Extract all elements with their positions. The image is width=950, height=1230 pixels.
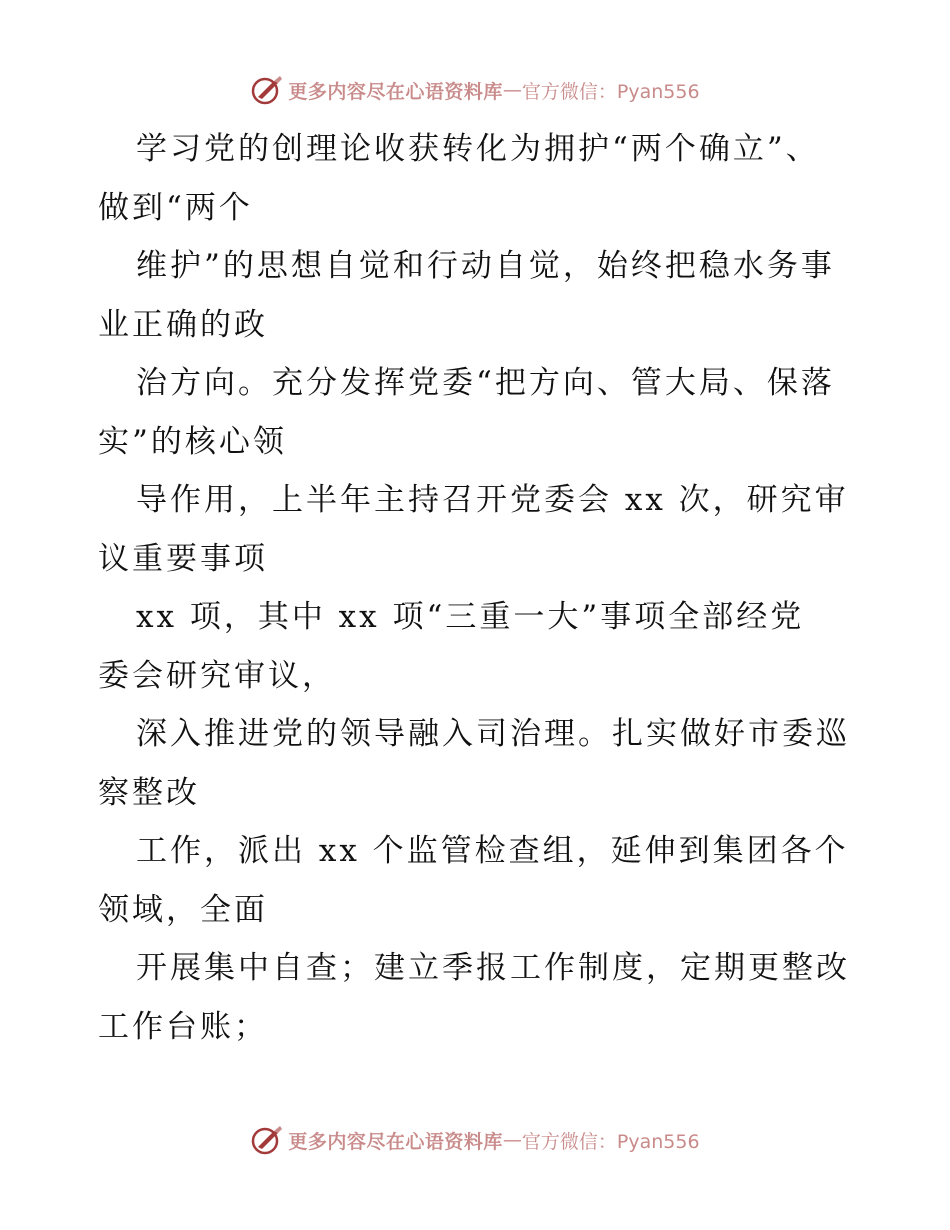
paragraph (98, 705, 858, 822)
paragraph-line: 学习党的创理论收获转化为拥护“两个确立”、 (136, 131, 820, 167)
watermark-wechat-text: 官方微信：Pyan556 (521, 80, 700, 103)
watermark-separator: — (502, 79, 522, 101)
paragraph-line: 维护”的思想自觉和行动自觉，始终把稳水务事 (136, 248, 835, 284)
paragraph-line: 领域，全面 (98, 891, 268, 928)
paragraph (98, 120, 858, 237)
paragraph-line: 议重要事项 (98, 540, 268, 577)
watermark-main-text: 更多内容尽在心语资料库 (288, 1130, 503, 1153)
paragraph-line: 察整改 (98, 774, 200, 811)
paragraph-line: 深入推进党的领导融入司治理。扎实做好市委巡 (136, 716, 850, 752)
watermark-separator: — (502, 1129, 522, 1151)
paragraph-line: 委会研究审议， (98, 657, 336, 694)
paragraph-line: 开展集中自查；建立季报工作制度，定期更整改 (136, 950, 850, 986)
paragraph-line: xx 项，其中 xx 项“三重一大”事项全部经党 (136, 599, 805, 635)
paragraph-line: 实”的核心领 (98, 423, 287, 460)
document-body (98, 120, 858, 1056)
watermark-wechat-text: 官方微信：Pyan556 (521, 1130, 700, 1153)
watermark-main-text: 更多内容尽在心语资料库 (288, 80, 503, 103)
paragraph (98, 354, 858, 471)
pen-logo-icon (250, 1123, 284, 1157)
paragraph-line: 治方向。充分发挥党委“把方向、管大局、保落 (136, 365, 835, 401)
paragraph (98, 471, 858, 588)
paragraph-line: 业正确的政 (98, 306, 268, 343)
paragraph-line: 工作，派出 xx 个监管检查组，延伸到集团各个 (136, 833, 849, 869)
pen-logo-icon (250, 73, 284, 107)
paragraph-line: 工作台账； (98, 1008, 268, 1045)
paragraph-line: 导作用，上半年主持召开党委会 xx 次，研究审 (136, 482, 849, 518)
paragraph (98, 939, 858, 1056)
header-watermark (0, 70, 950, 110)
footer-watermark (0, 1120, 950, 1160)
paragraph (98, 822, 858, 939)
paragraph (98, 237, 858, 354)
paragraph-line: 做到“两个 (98, 189, 253, 226)
paragraph (98, 588, 858, 705)
